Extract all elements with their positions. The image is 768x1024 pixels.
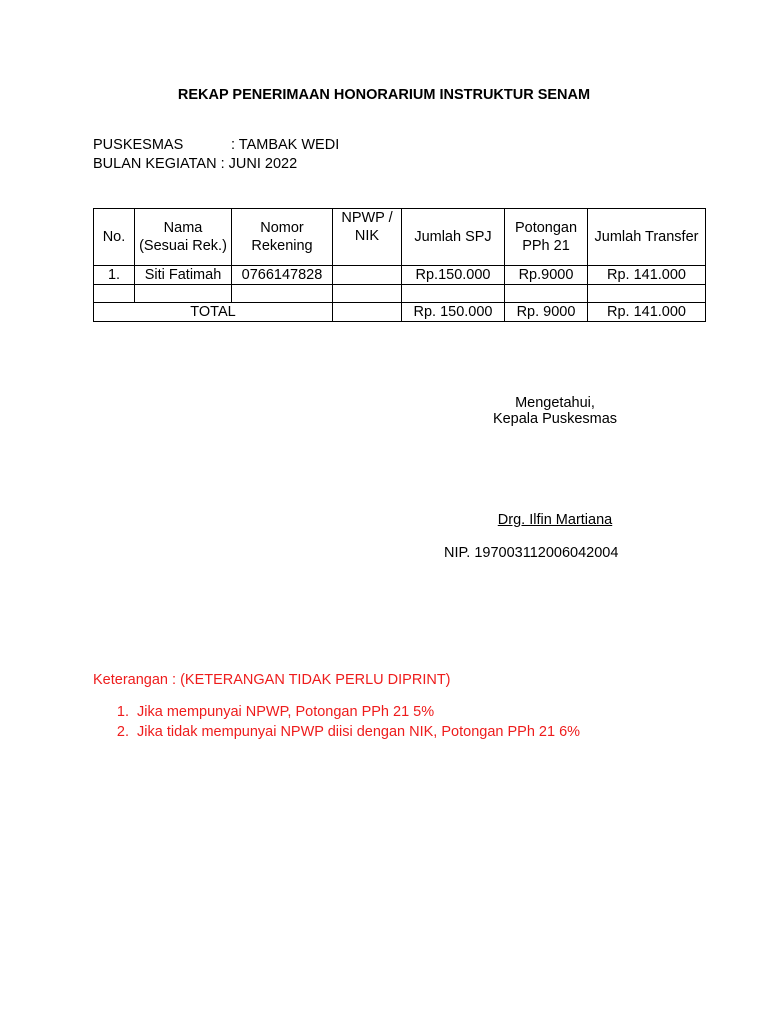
cell-potongan: Rp.9000 [505, 266, 588, 285]
cell-rekening: 0766147828 [232, 266, 333, 285]
header-nama: Nama (Sesuai Rek.) [135, 209, 232, 266]
approval-line-title: Kepala Puskesmas [492, 411, 618, 427]
table-total-row [94, 303, 706, 322]
list-item [93, 723, 580, 743]
bulan-kegiatan-value: JUNI 2022 [228, 156, 298, 172]
list-item-text: Jika tidak mempunyai NPWP diisi dengan NIK, Potongan PPh 21 6% [137, 724, 581, 740]
honorarium-table [93, 208, 706, 322]
puskesmas-label: PUSKESMAS [93, 137, 184, 153]
empty-cell [333, 285, 402, 303]
cell-no: 1. [94, 266, 135, 285]
header-npwp: NPWP / NIK [333, 209, 402, 266]
list-item [93, 703, 580, 723]
header-no: No. [94, 209, 135, 266]
table-header-row [94, 209, 706, 266]
puskesmas-row [93, 137, 339, 153]
total-label: TOTAL [94, 303, 333, 322]
cell-npwp [333, 266, 402, 285]
list-item-number: 2. [116, 724, 129, 740]
puskesmas-value: : TAMBAK WEDI [231, 137, 340, 153]
table-row [94, 266, 706, 285]
empty-cell [588, 285, 706, 303]
bulan-kegiatan-label: BULAN KEGIATAN : [93, 156, 225, 172]
total-npwp [333, 303, 402, 322]
header-spj: Jumlah SPJ [402, 209, 505, 266]
notes-list [93, 703, 580, 743]
cell-spj: Rp.150.000 [402, 266, 505, 285]
notes-heading: Keterangan : (KETERANGAN TIDAK PERLU DIPRINT) [93, 672, 451, 688]
header-rekening: Nomor Rekening [232, 209, 333, 266]
empty-cell [232, 285, 333, 303]
list-item-text: Jika mempunyai NPWP, Potongan PPh 21 5% [137, 704, 435, 720]
empty-cell [94, 285, 135, 303]
bulan-kegiatan-row [93, 156, 297, 172]
empty-cell [402, 285, 505, 303]
signer-name: Drg. Ilfin Martiana [497, 512, 613, 528]
header-transfer: Jumlah Transfer [588, 209, 706, 266]
total-spj: Rp. 150.000 [402, 303, 505, 322]
document-title: REKAP PENERIMAAN HONORARIUM INSTRUKTUR SENAM [177, 87, 591, 103]
empty-cell [505, 285, 588, 303]
cell-nama: Siti Fatimah [135, 266, 232, 285]
total-transfer: Rp. 141.000 [588, 303, 706, 322]
cell-transfer: Rp. 141.000 [588, 266, 706, 285]
list-item-number: 1. [116, 704, 129, 720]
header-potongan: Potongan PPh 21 [505, 209, 588, 266]
empty-cell [135, 285, 232, 303]
total-potongan: Rp. 9000 [505, 303, 588, 322]
table-row-empty [94, 285, 706, 303]
approval-line-mengetahui: Mengetahui, [515, 395, 595, 411]
signer-nip: NIP. 197003112006042004 [444, 545, 619, 561]
